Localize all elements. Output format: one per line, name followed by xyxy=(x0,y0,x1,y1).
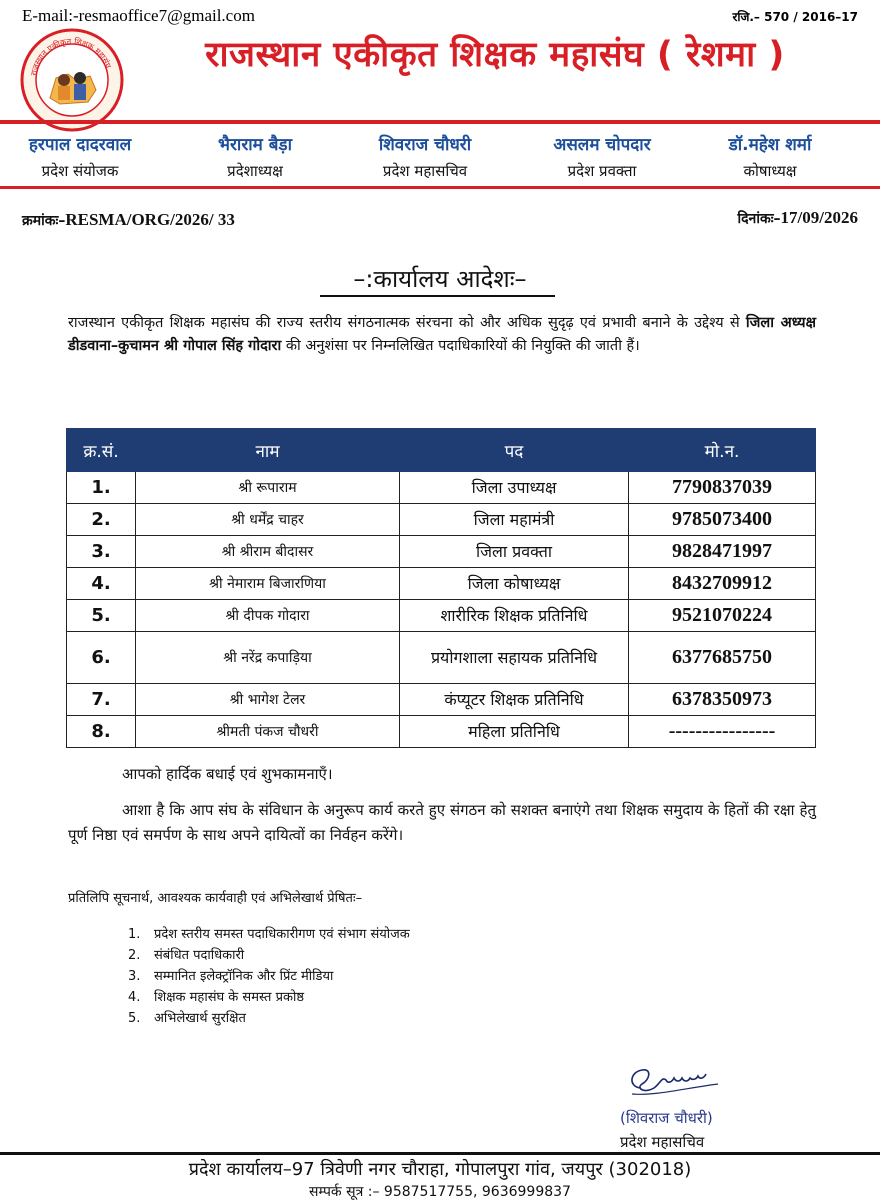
signer-designation: प्रदेश महासचिव xyxy=(620,1133,705,1151)
cell-mobile: 6378350973 xyxy=(629,684,816,716)
officer-post: प्रदेश संयोजक xyxy=(41,162,119,180)
officer-name: हरपाल दादरवाल xyxy=(28,135,132,155)
table-row xyxy=(67,716,816,748)
cell-name: श्री दीपक गोदारा xyxy=(136,600,400,632)
logo-ring-text: राजस्थान एकीकृत शिक्षक महासंघ xyxy=(29,36,113,77)
signature-image xyxy=(626,1058,726,1100)
officer-post: प्रदेश प्रवक्ता xyxy=(567,162,637,180)
cell-mobile: 7790837039 xyxy=(629,472,816,504)
table-row xyxy=(67,536,816,568)
cell-post: कंप्यूटर शिक्षक प्रतिनिधि xyxy=(400,684,629,716)
table-row xyxy=(67,472,816,504)
header-mobile: मो.न. xyxy=(629,429,816,472)
expectation-paragraph: आशा है कि आप संघ के संविधान के अनुरूप कार्य करते हुए संगठन को सशक्त बनाएंगे तथा शिक्षक समुदाय के हितों की रक्षा हेतु पूर्ण निष्ठा एवं समर्पण के साथ अपने दायित्वों का निर्वहन करेंगे। xyxy=(68,801,816,844)
heading-underline xyxy=(320,295,555,297)
list-item: 1. प्रदेश स्तरीय समस्त पदाधिकारीगण एवं संभाग संयोजक xyxy=(128,927,410,942)
cell-mobile: 9785073400 xyxy=(629,504,816,536)
header-divider xyxy=(0,120,880,124)
officer-president xyxy=(175,132,335,181)
organization-title: राजस्थान एकीकृत शिक्षक महासंघ ( रेशमा ) xyxy=(205,35,785,75)
list-item: 4. शिक्षक महासंघ के समस्त प्रकोष्ठ xyxy=(128,990,304,1005)
officer-post: प्रदेशाध्यक्ष xyxy=(227,162,283,180)
cell-mobile: 6377685750 xyxy=(629,632,816,684)
officer-post: कोषाध्यक्ष xyxy=(743,162,797,180)
officer-name: शिवराज चौधरी xyxy=(378,135,472,155)
cell-post: प्रयोगशाला सहायक प्रतिनिधि xyxy=(400,632,629,684)
officer-treasurer xyxy=(690,132,850,181)
order-date: दिनांकः–17/09/2026 xyxy=(737,208,858,227)
officer-convener xyxy=(0,132,160,181)
contact-numbers: सम्पर्क सूत्र :– 9587517755, 9636999837 xyxy=(309,1184,571,1200)
table-row xyxy=(67,600,816,632)
registration-number: रजि.– 570 / 2016–17 xyxy=(732,10,858,24)
table-header-row xyxy=(67,429,816,472)
cell-serial: 5. xyxy=(67,600,136,632)
email-address: E-mail:-resmaoffice7@gmail.com xyxy=(22,6,255,25)
cell-name: श्री नेमाराम बिजारणिया xyxy=(136,568,400,600)
table-row xyxy=(67,632,816,684)
cell-serial: 1. xyxy=(67,472,136,504)
cell-post: शारीरिक शिक्षक प्रतिनिधि xyxy=(400,600,629,632)
header-name: नाम xyxy=(136,429,400,472)
officers-divider xyxy=(0,186,880,189)
cell-serial: 3. xyxy=(67,536,136,568)
list-item: 2. संबंधित पदाधिकारी xyxy=(128,948,245,963)
cell-name: श्री रूपाराम xyxy=(136,472,400,504)
cell-post: जिला प्रवक्ता xyxy=(400,536,629,568)
cell-name: श्री नरेंद्र कपाड़िया xyxy=(136,632,400,684)
office-address: प्रदेश कार्यालय–97 त्रिवेणी नगर चौराहा, गोपालपुरा गांव, जयपुर (302018) xyxy=(188,1159,692,1180)
table-row xyxy=(67,504,816,536)
officer-name: असलम चोपदार xyxy=(553,135,651,155)
officer-name: डॉ.महेश शर्मा xyxy=(728,135,812,155)
copy-to-list xyxy=(128,924,410,1029)
appointments-table xyxy=(66,428,816,748)
cell-serial: 6. xyxy=(67,632,136,684)
officer-general-secretary xyxy=(345,132,505,181)
cell-mobile: 9828471997 xyxy=(629,536,816,568)
signer-name: (शिवराज चौधरी) xyxy=(620,1109,713,1127)
officer-name: भैराराम बैड़ा xyxy=(218,135,292,155)
cell-name: श्री धर्मेंद्र चाहर xyxy=(136,504,400,536)
intro-paragraph: राजस्थान एकीकृत शिक्षक महासंघ की राज्य स्तरीय संगठनात्मक संरचना को और अधिक सुदृढ़ एवं प्रभावी बनाने के उद्देश्य से जिला अध्यक्ष डीडवाना–कुचामन श्री गोपाल सिंह गोदारा की अनुशंसा पर निम्नलिखित पदाधिकारियों की नियुक्ति की जाती हैं। xyxy=(68,315,816,354)
cell-post: जिला महामंत्री xyxy=(400,504,629,536)
cell-serial: 8. xyxy=(67,716,136,748)
officer-spokesperson xyxy=(522,132,682,181)
cell-post: महिला प्रतिनिधि xyxy=(400,716,629,748)
cell-mobile: ---------------- xyxy=(629,716,816,748)
cell-name: श्री भागेश टेलर xyxy=(136,684,400,716)
greeting-text: आपको हार्दिक बधाई एवं शुभकामनाएँ। xyxy=(122,765,333,783)
table-row xyxy=(67,568,816,600)
table-row xyxy=(67,684,816,716)
list-item: 5. अभिलेखार्थ सुरक्षित xyxy=(128,1011,246,1026)
copy-to-heading: प्रतिलिपि सूचनार्थ, आवश्यक कार्यवाही एवं अभिलेखार्थ प्रेषितः– xyxy=(68,891,363,906)
organization-logo xyxy=(20,28,124,132)
cell-serial: 4. xyxy=(67,568,136,600)
cell-post: जिला कोषाध्यक्ष xyxy=(400,568,629,600)
list-item: 3. सम्मानित इलेक्ट्रॉनिक और प्रिंट मीडिया xyxy=(128,969,334,984)
order-heading: –:कार्यालय आदेशः– xyxy=(353,265,527,293)
cell-mobile: 9521070224 xyxy=(629,600,816,632)
officer-post: प्रदेश महासचिव xyxy=(382,162,468,180)
cell-name: श्रीमती पंकज चौधरी xyxy=(136,716,400,748)
footer-divider xyxy=(0,1152,880,1155)
header-post: पद xyxy=(400,429,629,472)
cell-mobile: 8432709912 xyxy=(629,568,816,600)
header-serial: क्र.सं. xyxy=(67,429,136,472)
cell-serial: 7. xyxy=(67,684,136,716)
cell-post: जिला उपाध्यक्ष xyxy=(400,472,629,504)
reference-number: क्रमांकः–RESMA/ORG/2026/ 33 xyxy=(22,210,235,229)
cell-name: श्री श्रीराम बीदासर xyxy=(136,536,400,568)
cell-serial: 2. xyxy=(67,504,136,536)
